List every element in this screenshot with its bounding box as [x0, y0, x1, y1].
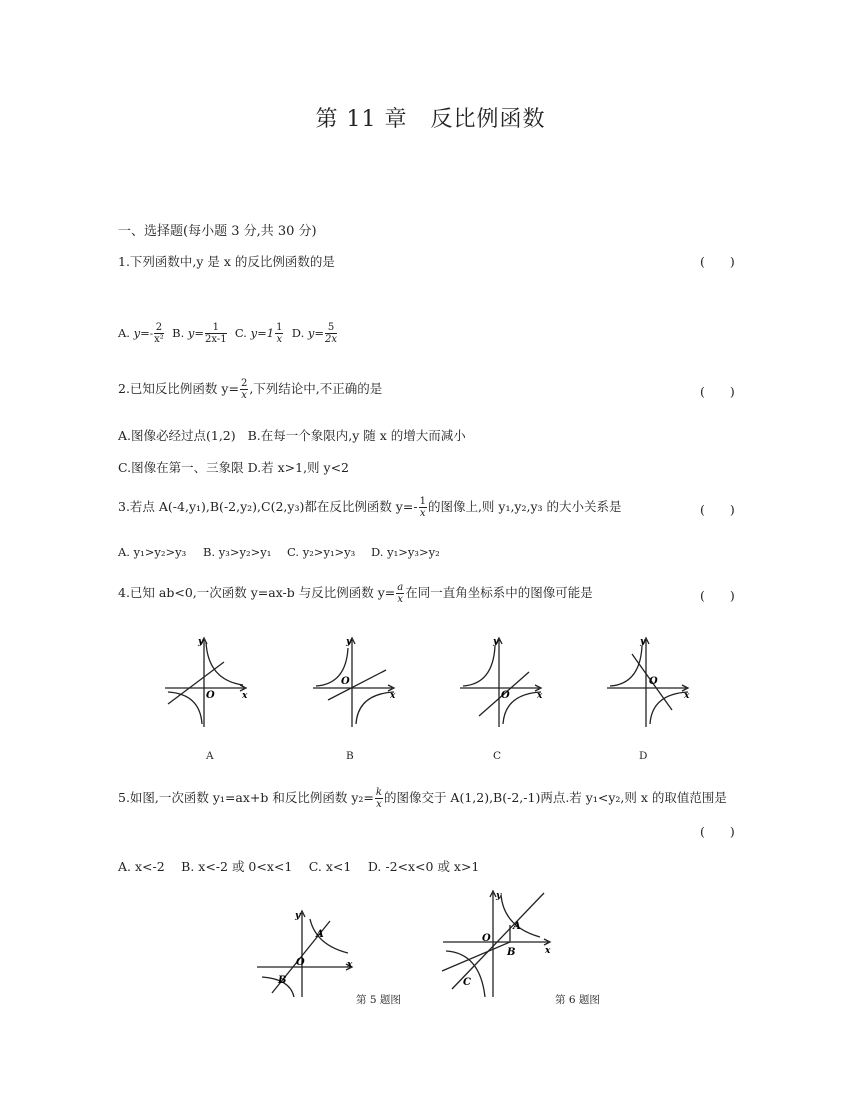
q4-graph-b[interactable]	[308, 632, 408, 732]
origin-label: O	[341, 676, 350, 687]
axis-y-label: y	[295, 911, 301, 921]
origin-label: O	[206, 690, 215, 701]
axis-x-label: x	[684, 691, 690, 701]
point-c-label: C	[463, 977, 471, 988]
axis-x-label: x	[347, 960, 353, 970]
axis-x-label: x	[537, 691, 543, 701]
figure-5-caption: 第 5 题图	[356, 994, 401, 1006]
question-4-stem: 4.已知 ab<0,一次函数 y=ax-b 与反比例函数 y= $\frac{a}{x}$在同一直角坐标系中的图像可能是	[118, 582, 593, 605]
question-5-stem: 5.如图,一次函数 y₁=ax+b 和反比例函数 y₂= $\frac{k}{x}$的图像交于 A(1,2),B(-2,-1)两点.若 y₁<y₂,则 x 的取值范围是	[118, 787, 727, 810]
q4-graph-b-label: B	[346, 750, 354, 762]
q4-graph-c[interactable]	[455, 632, 555, 732]
q3-option-c[interactable]: C. y₂>y₁>y₃	[287, 545, 356, 559]
q2-option-c[interactable]: C.图像在第一、三象限	[118, 460, 244, 475]
page-title: 第 11 章 反比例函数	[315, 107, 546, 132]
section-heading: 一、选择题(每小题 3 分,共 30 分)	[118, 224, 317, 239]
question-2-answer-paren: ( )	[700, 384, 735, 399]
point-a-label: A	[316, 929, 324, 940]
q2-option-b[interactable]: B.在每一个象限内,y 随 x 的增大而减小	[247, 428, 466, 443]
q3-option-a[interactable]: A. y₁>y₂>y₃	[118, 545, 187, 559]
origin-label: O	[296, 957, 305, 968]
figure-6	[440, 885, 560, 1000]
question-5-options[interactable]: A. x<-2 B. x<-2 或 0<x<1 C. x<1 D. -2<x<0 或 x>1	[118, 859, 480, 874]
q4-graph-d[interactable]	[602, 632, 702, 732]
axis-y-label: y	[496, 891, 502, 901]
q3-option-b[interactable]: B. y₃>y₂>y₁	[203, 545, 272, 559]
q4-graph-c-label: C	[493, 750, 502, 762]
axis-x-label: x	[390, 691, 396, 701]
q4-graph-a[interactable]	[160, 632, 260, 732]
q4-graph-a-label: A	[206, 750, 214, 762]
question-5-answer-paren: ( )	[700, 824, 735, 839]
origin-label: O	[649, 676, 658, 687]
axis-y-label: y	[198, 637, 204, 647]
question-1-stem: 1.下列函数中,y 是 x 的反比例函数的是	[118, 254, 335, 269]
q3-option-d[interactable]: D. y₁>y₃>y₂	[371, 545, 440, 559]
q2-option-d[interactable]: D.若 x>1,则 y<2	[247, 460, 350, 475]
figure-5	[252, 905, 362, 1000]
axis-y-label: y	[346, 637, 352, 647]
axis-x-label: x	[545, 946, 551, 956]
axis-y-label: y	[640, 637, 646, 647]
question-1-options	[118, 322, 338, 345]
question-2-options-row2	[118, 458, 349, 476]
figure-6-caption: 第 6 题图	[555, 994, 600, 1006]
question-2-stem: 2.已知反比例函数 y= $\frac{2}{x}$,下列结论中,不正确的是	[118, 378, 383, 401]
point-b-label: B	[278, 975, 287, 986]
axis-y-label: y	[493, 637, 499, 647]
point-a-label: A	[513, 921, 521, 932]
question-4-answer-paren: ( )	[700, 588, 735, 603]
origin-label: O	[482, 933, 491, 944]
q4-graph-d-label: D	[639, 750, 648, 762]
q1-option-b[interactable]: B. y= $\frac{1}{2x-1}$	[172, 322, 227, 345]
point-b-label: B	[507, 947, 516, 958]
q2-option-a[interactable]: A.图像必经过点(1,2)	[118, 428, 236, 443]
question-3-stem: 3.若点 A(-4,y₁),B(-2,y₂),C(2,y₃)都在反比例函数 y=- $\frac{1}{x}$的图像上,则 y₁,y₂,y₃ 的大小关系是	[118, 496, 622, 519]
question-3-answer-paren: ( )	[700, 502, 735, 517]
question-2-options-row1	[118, 426, 466, 444]
q1-option-c[interactable]: C. y=1 $\frac{1}{x}$	[234, 322, 283, 345]
q1-option-d[interactable]: D. y= $\frac{5}{2x}$	[291, 322, 338, 345]
axis-x-label: x	[242, 691, 248, 701]
origin-label: O	[501, 690, 510, 701]
q1-option-a[interactable]: A. y=- $\frac{2}{\text{x²}}$	[118, 322, 164, 345]
question-1-answer-paren: ( )	[700, 254, 735, 269]
